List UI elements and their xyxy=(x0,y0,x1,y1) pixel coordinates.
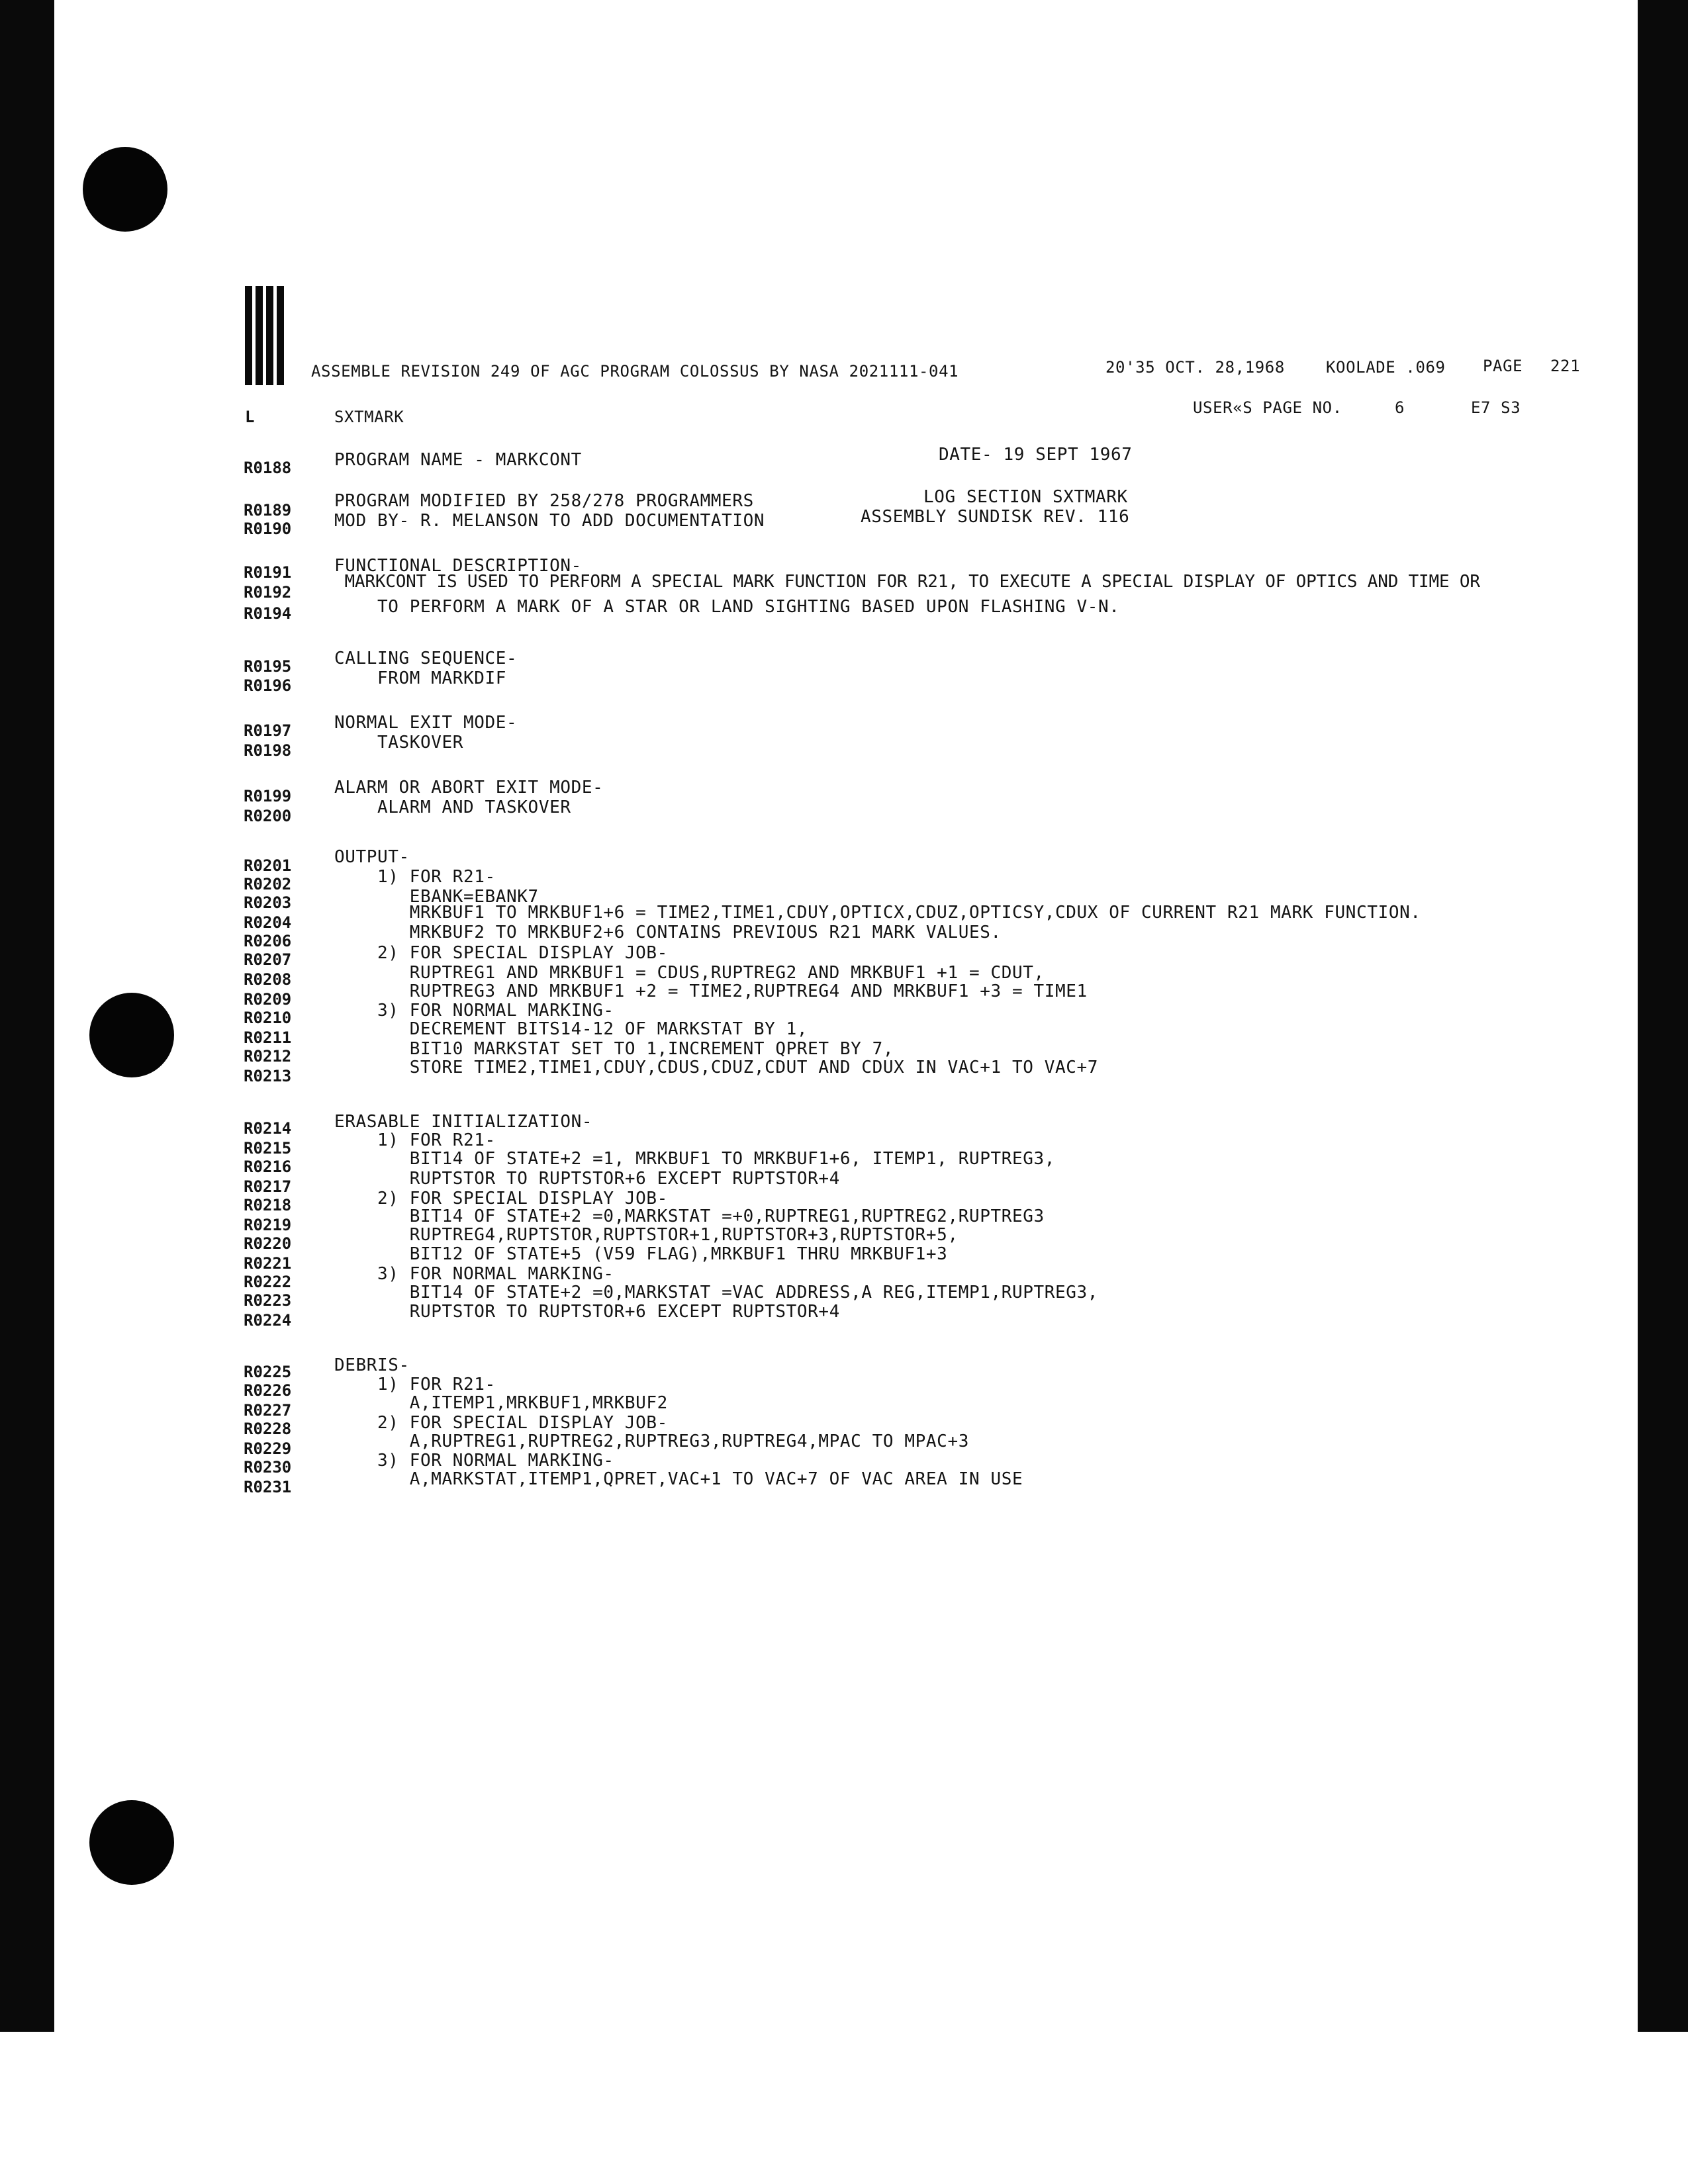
line-label: R0222 xyxy=(244,1273,292,1291)
line-label: R0221 xyxy=(244,1254,292,1273)
line-text: 1) FOR R21- xyxy=(334,1130,496,1150)
line-label: R0201 xyxy=(244,856,292,875)
punch-hole-middle xyxy=(89,993,174,1077)
line-text: TASKOVER xyxy=(334,733,464,752)
line-text: A,ITEMP1,MRKBUF1,MRKBUF2 xyxy=(334,1393,668,1413)
line-label: R0229 xyxy=(244,1439,292,1458)
line-text: 1) FOR R21- xyxy=(334,1375,496,1394)
line-text: RUPTREG1 AND MRKBUF1 = CDUS,RUPTREG2 AND MRKBUF1 +1 = CDUT, xyxy=(334,963,1045,983)
line-text: BIT10 MARKSTAT SET TO 1,INCREMENT QPRET BY 7, xyxy=(334,1039,894,1059)
line-text: A,MARKSTAT,ITEMP1,QPRET,VAC+1 TO VAC+7 OF VAC AREA IN USE xyxy=(334,1469,1023,1489)
line-label: R0228 xyxy=(244,1420,292,1438)
line-text: ALARM AND TASKOVER xyxy=(334,797,571,817)
line-label: R0202 xyxy=(244,875,292,893)
line-text: TO PERFORM A MARK OF A STAR OR LAND SIGHTING BASED UPON FLASHING V-N. xyxy=(334,597,1120,617)
users-page-label: USER«S PAGE NO. xyxy=(1193,398,1342,417)
line-label: R0225 xyxy=(244,1363,292,1381)
line-text: NORMAL EXIT MODE- xyxy=(334,713,518,733)
line-text: BIT14 OF STATE+2 =0,MARKSTAT =VAC ADDRESS,A REG,ITEMP1,RUPTREG3, xyxy=(334,1283,1098,1302)
line-label: R0223 xyxy=(244,1291,292,1310)
line-label: R0203 xyxy=(244,893,292,912)
line-label: R0226 xyxy=(244,1381,292,1400)
line-text: 2) FOR SPECIAL DISPLAY JOB- xyxy=(334,1413,668,1433)
line-label: R0230 xyxy=(244,1458,292,1477)
line-text: CALLING SEQUENCE- xyxy=(334,649,518,668)
line-label: R0199 xyxy=(244,787,292,805)
line-label: R0220 xyxy=(244,1234,292,1253)
line-text: 1) FOR R21- xyxy=(334,867,496,887)
timestamp: 20'35 OCT. 28,1968 xyxy=(1105,358,1285,377)
page-number: 221 xyxy=(1550,357,1581,375)
line-label: R0198 xyxy=(244,741,292,760)
line-text: MARKCONT IS USED TO PERFORM A SPECIAL MARK FUNCTION FOR R21, TO EXECUTE A SPECIAL DISPLAY OF OPTICS AND TIME OR xyxy=(334,572,1480,592)
line-label: R0196 xyxy=(244,676,292,695)
line-text: OUTPUT- xyxy=(334,847,410,867)
line-text: STORE TIME2,TIME1,CDUY,CDUS,CDUZ,CDUT AND CDUX IN VAC+1 TO VAC+7 xyxy=(334,1058,1098,1077)
line-text: RUPTSTOR TO RUPTSTOR+6 EXCEPT RUPTSTOR+4 xyxy=(334,1302,840,1322)
line-label: R0227 xyxy=(244,1401,292,1420)
line-label: R0224 xyxy=(244,1311,292,1330)
line-label: R0213 xyxy=(244,1067,292,1085)
line-label: R0189 xyxy=(244,501,292,520)
line-label: R0197 xyxy=(244,721,292,740)
line-text-right: LOG SECTION SXTMARK xyxy=(923,487,1128,507)
line-label: R0231 xyxy=(244,1478,292,1496)
line-text: RUPTREG4,RUPTSTOR,RUPTSTOR+1,RUPTSTOR+3,RUPTSTOR+5, xyxy=(334,1225,959,1245)
line-label: R0207 xyxy=(244,950,292,969)
line-label: R0190 xyxy=(244,520,292,538)
line-label: R0194 xyxy=(244,604,292,623)
line-text: ALARM OR ABORT EXIT MODE- xyxy=(334,778,604,797)
line-text: FUNCTIONAL DESCRIPTION- xyxy=(334,556,582,576)
line-label: R0210 xyxy=(244,1009,292,1027)
line-text: RUPTSTOR TO RUPTSTOR+6 EXCEPT RUPTSTOR+4 xyxy=(334,1169,840,1189)
line-label: R0204 xyxy=(244,913,292,932)
line-text-right: DATE- 19 SEPT 1967 xyxy=(939,445,1133,465)
line-text: MOD BY- R. MELANSON TO ADD DOCUMENTATION xyxy=(334,511,765,531)
line-label: R0218 xyxy=(244,1196,292,1214)
assembly-header: ASSEMBLE REVISION 249 OF AGC PROGRAM COLOSSUS BY NASA 2021111-041 xyxy=(311,362,959,381)
line-text: DECREMENT BITS14-12 OF MARKSTAT BY 1, xyxy=(334,1019,808,1039)
line-label: R0216 xyxy=(244,1158,292,1176)
line-label: R0214 xyxy=(244,1119,292,1138)
punch-hole-bottom xyxy=(89,1800,174,1885)
line-label: R0212 xyxy=(244,1047,292,1066)
line-text: 3) FOR NORMAL MARKING- xyxy=(334,1001,614,1021)
line-text: 2) FOR SPECIAL DISPLAY JOB- xyxy=(334,1189,668,1208)
line-label: R0200 xyxy=(244,807,292,825)
column-l: L xyxy=(245,408,256,426)
line-text-right: ASSEMBLY SUNDISK REV. 116 xyxy=(861,507,1130,527)
line-text: EBANK=EBANK7 xyxy=(334,887,539,907)
page-label: PAGE xyxy=(1483,357,1523,375)
line-text: DEBRIS- xyxy=(334,1355,410,1375)
line-label: R0209 xyxy=(244,990,292,1009)
line-label: R0219 xyxy=(244,1216,292,1234)
line-text: BIT14 OF STATE+2 =1, MRKBUF1 TO MRKBUF1+6, ITEMP1, RUPTREG3, xyxy=(334,1149,1055,1169)
line-text: BIT14 OF STATE+2 =0,MARKSTAT =+0,RUPTREG1,RUPTREG2,RUPTREG3 xyxy=(334,1206,1045,1226)
binder-mark xyxy=(245,286,285,385)
line-label: R0195 xyxy=(244,657,292,676)
line-label: R0191 xyxy=(244,563,292,582)
line-label: R0215 xyxy=(244,1139,292,1158)
line-label: R0211 xyxy=(244,1028,292,1047)
line-text: RUPTREG3 AND MRKBUF1 +2 = TIME2,RUPTREG4 AND MRKBUF1 +3 = TIME1 xyxy=(334,981,1088,1001)
line-label: R0208 xyxy=(244,970,292,989)
users-page-number: 6 xyxy=(1395,398,1405,417)
line-label: R0192 xyxy=(244,583,292,602)
line-text: PROGRAM MODIFIED BY 258/278 PROGRAMMERS xyxy=(334,491,754,511)
section-name: SXTMARK xyxy=(334,408,404,426)
line-text: MRKBUF2 TO MRKBUF2+6 CONTAINS PREVIOUS R21 MARK VALUES. xyxy=(334,923,1002,942)
line-text: BIT12 OF STATE+5 (V59 FLAG),MRKBUF1 THRU MRKBUF1+3 xyxy=(334,1244,948,1264)
line-text: PROGRAM NAME - MARKCONT xyxy=(334,450,582,470)
assembler-version: KOOLADE .069 xyxy=(1326,358,1446,377)
line-label: R0188 xyxy=(244,459,292,477)
line-text: 2) FOR SPECIAL DISPLAY JOB- xyxy=(334,943,668,963)
line-text: MRKBUF1 TO MRKBUF1+6 = TIME2,TIME1,CDUY,OPTICX,CDUZ,OPTICSY,CDUX OF CURRENT R21 MARK FUNCTION. xyxy=(334,903,1421,923)
line-text: ERASABLE INITIALIZATION- xyxy=(334,1112,593,1132)
line-text: 3) FOR NORMAL MARKING- xyxy=(334,1451,614,1471)
page-code: E7 S3 xyxy=(1471,398,1521,417)
scan-border-left xyxy=(0,0,54,2032)
line-text: FROM MARKDIF xyxy=(334,668,507,688)
line-text: 3) FOR NORMAL MARKING- xyxy=(334,1264,614,1284)
line-label: R0217 xyxy=(244,1177,292,1196)
line-text: A,RUPTREG1,RUPTREG2,RUPTREG3,RUPTREG4,MPAC TO MPAC+3 xyxy=(334,1432,969,1451)
punch-hole-top xyxy=(83,147,167,232)
scan-border-right xyxy=(1638,0,1688,2032)
line-label: R0206 xyxy=(244,932,292,950)
